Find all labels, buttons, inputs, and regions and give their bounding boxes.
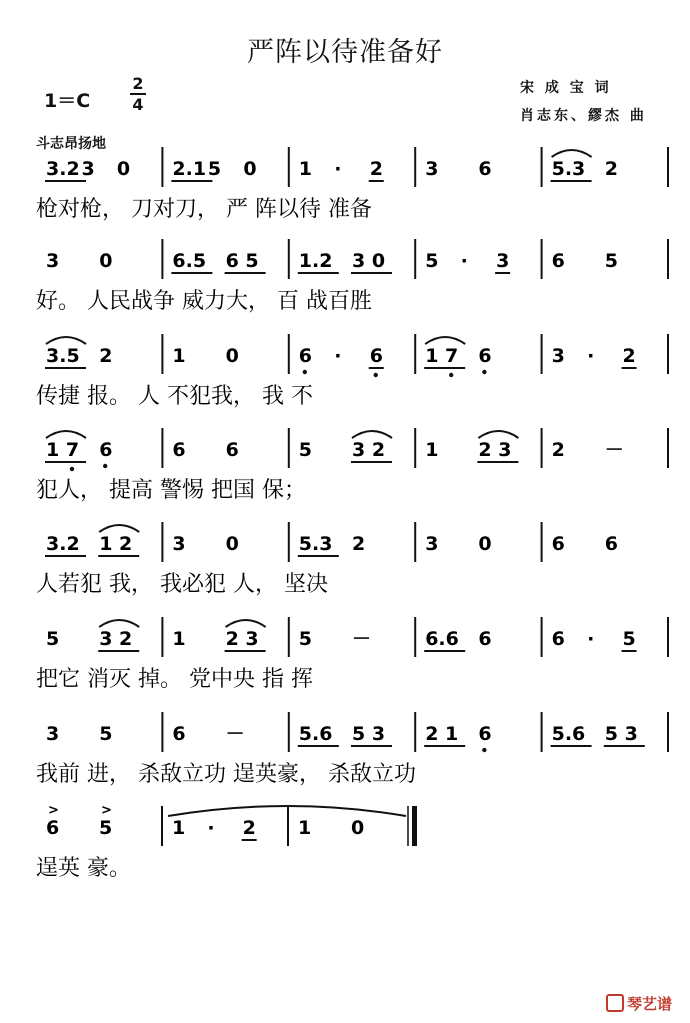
lower-octave-dot <box>303 370 307 374</box>
meter-top: 2 <box>132 74 144 93</box>
note: 2 <box>99 345 113 367</box>
note: 0 <box>99 250 113 272</box>
note: 5.3 <box>298 533 333 555</box>
note: 5 <box>425 250 439 272</box>
note: · <box>334 345 342 367</box>
note: － <box>604 439 624 461</box>
note: 1.2 <box>298 250 333 272</box>
note: 3 2 <box>352 439 386 461</box>
note: 3 <box>46 250 60 272</box>
note: 2 <box>352 533 366 555</box>
lyrics-line: 传捷 报。 人 不犯我， 我 不 <box>36 384 313 409</box>
slur-arc <box>425 337 465 344</box>
lyrics-line: 好。 人民战争 威力大， 百 战百胜 <box>36 289 372 314</box>
watermark-logo-icon <box>606 994 624 1012</box>
note: 1 7 <box>46 439 80 461</box>
note: 3 <box>496 250 510 272</box>
lower-octave-dot <box>70 467 74 471</box>
lower-octave-dot <box>374 373 378 377</box>
note: 2 3 <box>478 439 512 461</box>
note: 6 <box>604 533 619 555</box>
note: · <box>587 345 595 367</box>
note: 3.2 <box>46 158 80 180</box>
note: 2 <box>604 158 619 180</box>
note: 6 5 <box>225 250 259 272</box>
note: 1 2 <box>99 533 133 555</box>
slur-arc <box>99 620 139 627</box>
note: 6 <box>225 439 239 461</box>
note: 3 0 <box>352 250 386 272</box>
lower-octave-dot <box>103 464 107 468</box>
note: · <box>334 158 342 180</box>
note: 1 <box>172 345 186 367</box>
watermark <box>606 993 672 1014</box>
note: 5 <box>207 158 222 180</box>
note: 5.3 <box>551 158 586 180</box>
lower-octave-dot <box>482 370 486 374</box>
note: 3 <box>46 723 60 745</box>
lyrics-line: 我前 进， 杀敌立功 逞英豪， 杀敌立功 <box>36 762 416 787</box>
note: 2.1 <box>172 158 207 180</box>
note: 5 <box>604 250 619 272</box>
note: 5.6 <box>298 723 333 745</box>
song-title: 严阵以待准备好 <box>247 37 443 68</box>
slur-arc <box>552 150 592 157</box>
note: 5 <box>298 628 313 650</box>
watermark-text: 琴艺谱 <box>627 995 673 1013</box>
final-bar-line <box>412 806 417 846</box>
accent-mark: > <box>101 803 112 818</box>
lower-octave-dot <box>449 373 453 377</box>
note: 3.2 <box>46 533 80 555</box>
lyrics-line: 人若犯 我， 我必犯 人， 坚决 <box>36 572 328 597</box>
lyrics-line: 把它 消灭 掉。 党中央 指 挥 <box>36 667 313 692</box>
note: 5 <box>99 723 113 745</box>
slur-arc <box>46 431 86 438</box>
note: 5 <box>99 817 113 839</box>
note: 0 <box>351 817 365 839</box>
note: 6 <box>172 439 186 461</box>
note: 1 <box>425 439 439 461</box>
note: 3 <box>81 158 95 180</box>
note: 6.5 <box>172 250 207 272</box>
note: 6 <box>478 723 492 745</box>
note: 3 <box>551 345 565 367</box>
note: 1 <box>298 158 313 180</box>
note: 1 <box>298 817 312 839</box>
note: · <box>587 628 595 650</box>
note: 5 3 <box>352 723 386 745</box>
lyrics-line: 逞英 豪。 <box>36 856 131 881</box>
note: 1 <box>172 817 186 839</box>
note: 6.6 <box>425 628 459 650</box>
note: 3 <box>425 533 439 555</box>
note: 1 7 <box>425 345 459 367</box>
note: 6 <box>46 817 60 839</box>
note: 0 <box>225 345 239 367</box>
note: 6 <box>478 628 492 650</box>
note: 3 <box>172 533 186 555</box>
note: 2 1 <box>425 723 459 745</box>
note: 3.5 <box>46 345 80 367</box>
note: 6 <box>551 250 565 272</box>
lower-octave-dot <box>482 748 486 752</box>
slur-arc <box>46 337 86 344</box>
meter-bottom: 4 <box>132 95 144 114</box>
note: 3 2 <box>99 628 133 650</box>
note: 6 <box>298 345 313 367</box>
note: 6 <box>478 158 492 180</box>
note: 2 <box>551 439 565 461</box>
slur-arc <box>99 525 139 532</box>
note: 6 <box>551 533 565 555</box>
note: 5 <box>622 628 636 650</box>
note: 5.6 <box>551 723 586 745</box>
lyrics-line: 犯人， 提高 警惕 把国 保； <box>36 478 306 503</box>
note: 6 <box>551 628 565 650</box>
note: 6 <box>99 439 113 461</box>
slur-arc <box>352 431 392 438</box>
note: 2 <box>369 158 383 180</box>
note: 3 <box>425 158 439 180</box>
note: 5 <box>298 439 313 461</box>
note: 0 <box>243 158 257 180</box>
note: 0 <box>225 533 239 555</box>
accent-mark: > <box>48 803 59 818</box>
composer-credit: 肖志东、繆杰 曲 <box>520 108 647 124</box>
lyrics-line: 枪对枪， 刀对刀， 严 阵以待 准备 <box>36 197 372 222</box>
note: 5 3 <box>604 723 638 745</box>
note: － <box>352 628 372 650</box>
note: · <box>460 250 468 272</box>
note: 2 3 <box>225 628 259 650</box>
note: 1 <box>172 628 186 650</box>
note: － <box>225 723 245 745</box>
lyricist-credit: 宋 成 宝 词 <box>520 80 612 96</box>
note: 5 <box>46 628 60 650</box>
slur-arc <box>478 431 518 438</box>
tempo-marking: 斗志昂扬地 <box>36 136 106 152</box>
key-signature: 1＝C <box>44 90 91 112</box>
note: 0 <box>478 533 492 555</box>
note: 2 <box>242 817 256 839</box>
note: 6 <box>369 345 383 367</box>
note: · <box>207 817 215 839</box>
note: 0 <box>116 158 131 180</box>
note: 6 <box>172 723 186 745</box>
note: 2 <box>622 345 636 367</box>
note: 6 <box>478 345 492 367</box>
slur-arc <box>226 620 266 627</box>
